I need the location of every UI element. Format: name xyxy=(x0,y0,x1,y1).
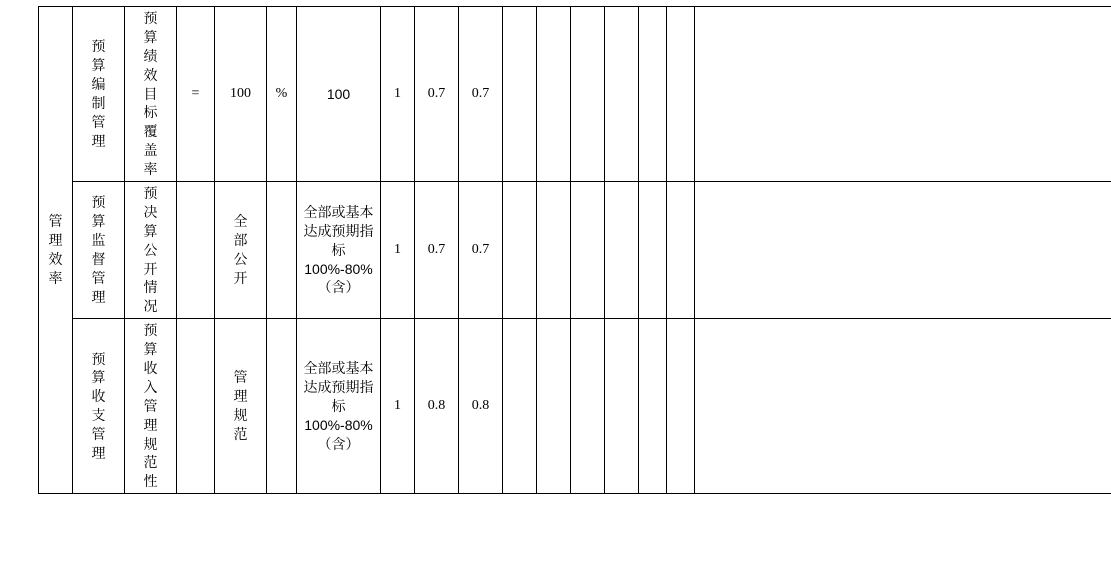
table-row xyxy=(39,182,1111,319)
cell-score2: 0.7 xyxy=(459,7,503,182)
cell-blank xyxy=(537,182,571,319)
cell-score1: 0.7 xyxy=(415,182,459,319)
cell-blank xyxy=(605,7,639,182)
cell-score1: 0.7 xyxy=(415,7,459,182)
cell-category: 管 理 效 率 xyxy=(39,7,73,494)
cell-score2: 0.8 xyxy=(459,319,503,494)
cell-target: 100 xyxy=(215,7,267,182)
cell-blank xyxy=(639,7,667,182)
cell-blank xyxy=(639,319,667,494)
cell-blank xyxy=(667,7,695,182)
cell-blank xyxy=(667,319,695,494)
cell-blank xyxy=(605,319,639,494)
table-row xyxy=(39,7,1111,182)
cell-level2: 预 算 监 督 管 理 xyxy=(73,182,125,319)
cell-blank xyxy=(503,7,537,182)
cell-blank xyxy=(571,319,605,494)
cell-target: 全 部 公 开 xyxy=(215,182,267,319)
cell-standard: 100 xyxy=(297,7,381,182)
table-row xyxy=(39,319,1111,494)
cell-weight: 1 xyxy=(381,319,415,494)
cell-weight: 1 xyxy=(381,182,415,319)
cell-unit xyxy=(267,319,297,494)
cell-indicator: 预 算 绩 效 目 标 覆 盖 率 xyxy=(125,7,177,182)
cell-score2: 0.7 xyxy=(459,182,503,319)
cell-operator xyxy=(177,182,215,319)
cell-blank xyxy=(605,182,639,319)
cell-level2: 预 算 编 制 管 理 xyxy=(73,7,125,182)
cell-blank xyxy=(639,182,667,319)
cell-blank xyxy=(667,182,695,319)
cell-target: 管 理 规 范 xyxy=(215,319,267,494)
cell-indicator: 预 算 收 入 管 理 规 范 性 xyxy=(125,319,177,494)
cell-operator: = xyxy=(177,7,215,182)
cell-standard: 全部或基本达成预期指标100%-80%（含） xyxy=(297,182,381,319)
cell-unit xyxy=(267,182,297,319)
cell-weight: 1 xyxy=(381,7,415,182)
cell-score1: 0.8 xyxy=(415,319,459,494)
cell-blank xyxy=(571,7,605,182)
cell-blank xyxy=(571,182,605,319)
cell-blank xyxy=(537,7,571,182)
performance-indicator-table xyxy=(38,6,1111,494)
cell-notes xyxy=(695,319,1111,494)
cell-unit: % xyxy=(267,7,297,182)
cell-level2: 预 算 收 支 管 理 xyxy=(73,319,125,494)
cell-blank xyxy=(503,182,537,319)
cell-blank xyxy=(503,319,537,494)
cell-operator xyxy=(177,319,215,494)
cell-standard: 全部或基本达成预期指标100%-80%（含） xyxy=(297,319,381,494)
cell-notes xyxy=(695,182,1111,319)
cell-indicator: 预 决 算 公 开 情 况 xyxy=(125,182,177,319)
cell-notes xyxy=(695,7,1111,182)
cell-blank xyxy=(537,319,571,494)
